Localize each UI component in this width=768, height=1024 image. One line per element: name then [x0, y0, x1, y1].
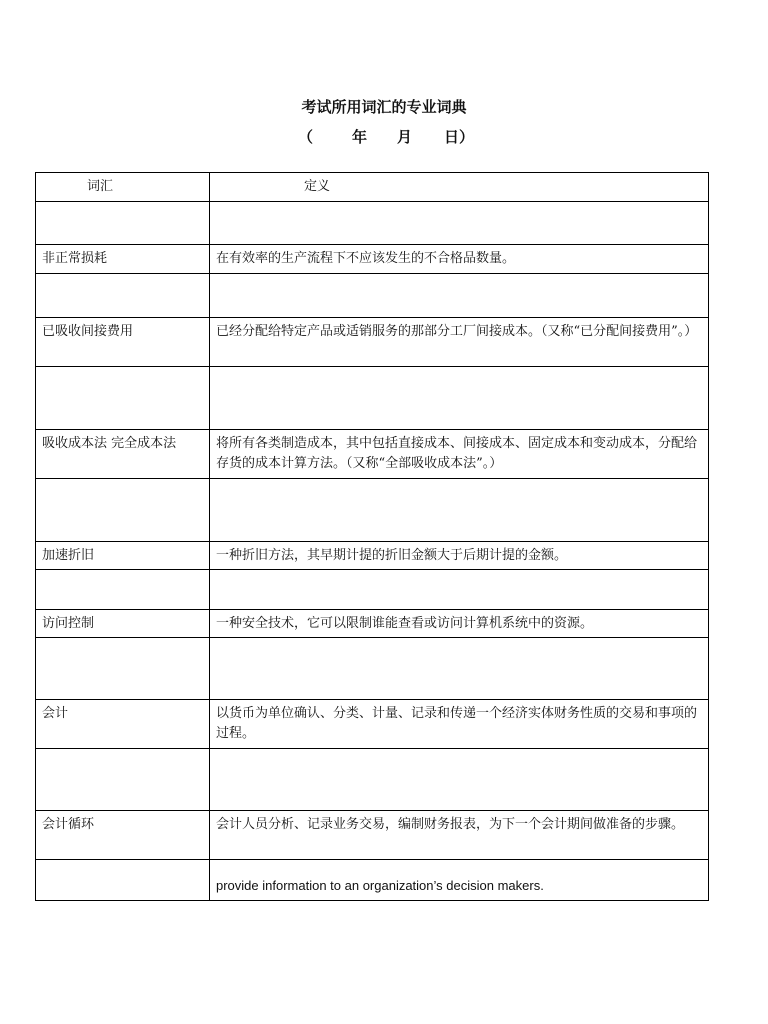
term-cell — [36, 274, 210, 318]
definition-cell — [210, 638, 709, 700]
term-cell — [36, 479, 210, 542]
term-cell — [36, 202, 210, 245]
table-row — [36, 638, 709, 700]
term-cell: 已吸收间接费用 — [36, 318, 210, 367]
table-row — [36, 245, 709, 274]
term-cell — [36, 367, 210, 430]
term-cell: 吸收成本法 完全成本法 — [36, 430, 210, 479]
definition-cell: provide information to an organization’s decision makers. — [210, 860, 709, 901]
definition-cell — [210, 367, 709, 430]
term-cell: 会计循环 — [36, 811, 210, 860]
date-open-paren: （ — [298, 128, 314, 146]
table-row — [36, 860, 709, 901]
definition-cell: 一种安全技术，它可以限制谁能查看或访问计算机系统中的资源。 — [210, 610, 709, 638]
term-cell: 会计 — [36, 700, 210, 749]
date-month: 月 — [397, 128, 413, 146]
table-header-row — [36, 173, 709, 202]
definition-cell: 已经分配给特定产品或适销服务的那部分工厂间接成本。（又称“已分配间接费用”。） — [210, 318, 709, 367]
definition-cell: 一种折旧方法，其早期计提的折旧金额大于后期计提的金额。 — [210, 542, 709, 570]
definition-cell — [210, 202, 709, 245]
table-row — [36, 610, 709, 638]
definition-cell — [210, 570, 709, 610]
table-row — [36, 202, 709, 245]
definition-cell: 在有效率的生产流程下不应该发生的不合格品数量。 — [210, 245, 709, 274]
definition-cell: 以货币为单位确认、分类、计量、记录和传递一个经济实体财务性质的交易和事项的过程。 — [210, 700, 709, 749]
date-year: 年 — [352, 128, 368, 146]
glossary-table — [35, 172, 709, 901]
table-row — [36, 430, 709, 479]
term-cell: 加速折旧 — [36, 542, 210, 570]
header-definition: 定义 — [210, 173, 709, 202]
definition-cell — [210, 479, 709, 542]
table-row — [36, 570, 709, 610]
date-line — [298, 127, 478, 147]
table-row — [36, 700, 709, 749]
term-cell — [36, 570, 210, 610]
header-term: 词汇 — [36, 173, 210, 202]
table-row — [36, 367, 709, 430]
term-cell — [36, 749, 210, 811]
definition-cell — [210, 749, 709, 811]
term-cell — [36, 860, 210, 901]
term-cell: 非正常损耗 — [36, 245, 210, 274]
definition-cell — [210, 274, 709, 318]
definition-cell: 将所有各类制造成本，其中包括直接成本、间接成本、固定成本和变动成本，分配给存货的成本计算方法。（又称“全部吸收成本法”。） — [210, 430, 709, 479]
table-row — [36, 479, 709, 542]
date-day: 日） — [444, 128, 475, 146]
table-row — [36, 274, 709, 318]
table-row — [36, 542, 709, 570]
table-row — [36, 318, 709, 367]
definition-cell: 会计人员分析、记录业务交易，编制财务报表，为下一个会计期间做准备的步骤。 — [210, 811, 709, 860]
term-cell: 访问控制 — [36, 610, 210, 638]
table-row — [36, 811, 709, 860]
term-cell — [36, 638, 210, 700]
table-row — [36, 749, 709, 811]
page-title: 考试所用词汇的专业词典 — [301, 98, 467, 116]
